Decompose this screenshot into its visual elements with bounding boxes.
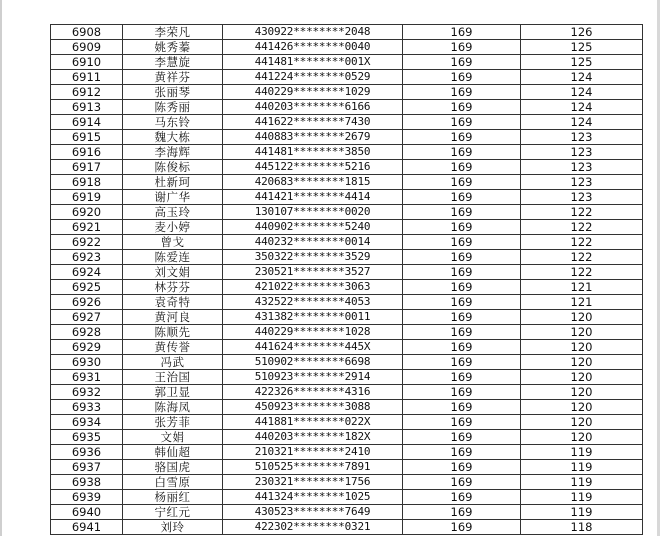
table-row [51, 265, 643, 280]
score-cell: 120 [521, 400, 643, 415]
id-number-cell: 230521********3527 [223, 265, 403, 280]
table-row [51, 460, 643, 475]
seq-number-cell: 6926 [51, 295, 123, 310]
score-cell: 123 [521, 145, 643, 160]
name-cell: 陈秀丽 [123, 100, 223, 115]
seq-number-cell: 6924 [51, 265, 123, 280]
id-number-cell: 441481********3850 [223, 145, 403, 160]
id-number-cell: 431382********0011 [223, 310, 403, 325]
seq-number-cell: 6929 [51, 340, 123, 355]
id-number-cell: 422302********0321 [223, 520, 403, 535]
score-cell: 122 [521, 235, 643, 250]
seq-number-cell: 6914 [51, 115, 123, 130]
score-cell: 119 [521, 445, 643, 460]
score-cell: 120 [521, 415, 643, 430]
total-score-cell: 169 [403, 370, 521, 385]
total-score-cell: 169 [403, 430, 521, 445]
name-cell: 张芳菲 [123, 415, 223, 430]
score-cell: 123 [521, 130, 643, 145]
table-row [51, 490, 643, 505]
seq-number-cell: 6917 [51, 160, 123, 175]
table-row [51, 520, 643, 535]
id-number-cell: 440232********0014 [223, 235, 403, 250]
seq-number-cell: 6912 [51, 85, 123, 100]
total-score-cell: 169 [403, 295, 521, 310]
seq-number-cell: 6923 [51, 250, 123, 265]
total-score-cell: 169 [403, 160, 521, 175]
total-score-cell: 169 [403, 70, 521, 85]
name-cell: 张丽琴 [123, 85, 223, 100]
name-cell: 骆国虎 [123, 460, 223, 475]
name-cell: 陈俊标 [123, 160, 223, 175]
table-row [51, 445, 643, 460]
table-row [51, 325, 643, 340]
score-cell: 124 [521, 70, 643, 85]
score-cell: 123 [521, 190, 643, 205]
seq-number-cell: 6913 [51, 100, 123, 115]
name-cell: 李海辉 [123, 145, 223, 160]
name-cell: 李荣凡 [123, 25, 223, 40]
total-score-cell: 169 [403, 55, 521, 70]
id-number-cell: 510525********7891 [223, 460, 403, 475]
total-score-cell: 169 [403, 190, 521, 205]
score-cell: 119 [521, 475, 643, 490]
seq-number-cell: 6936 [51, 445, 123, 460]
total-score-cell: 169 [403, 310, 521, 325]
total-score-cell: 169 [403, 490, 521, 505]
id-number-cell: 432522********4053 [223, 295, 403, 310]
seq-number-cell: 6941 [51, 520, 123, 535]
seq-number-cell: 6919 [51, 190, 123, 205]
id-number-cell: 445122********5216 [223, 160, 403, 175]
score-cell: 125 [521, 55, 643, 70]
table-row [51, 235, 643, 250]
total-score-cell: 169 [403, 460, 521, 475]
id-number-cell: 430922********2048 [223, 25, 403, 40]
id-number-cell: 441624********445X [223, 340, 403, 355]
id-number-cell: 440883********2679 [223, 130, 403, 145]
total-score-cell: 169 [403, 175, 521, 190]
score-cell: 124 [521, 100, 643, 115]
name-cell: 杜新珂 [123, 175, 223, 190]
seq-number-cell: 6910 [51, 55, 123, 70]
seq-number-cell: 6911 [51, 70, 123, 85]
name-cell: 黄河良 [123, 310, 223, 325]
total-score-cell: 169 [403, 505, 521, 520]
id-number-cell: 130107********0020 [223, 205, 403, 220]
table-row [51, 70, 643, 85]
table-row [51, 115, 643, 130]
table-row [51, 250, 643, 265]
table-row [51, 205, 643, 220]
id-number-cell: 440902********5240 [223, 220, 403, 235]
table-row [51, 385, 643, 400]
seq-number-cell: 6920 [51, 205, 123, 220]
total-score-cell: 169 [403, 220, 521, 235]
name-cell: 冯武 [123, 355, 223, 370]
roster-table [50, 24, 643, 535]
score-cell: 119 [521, 490, 643, 505]
name-cell: 林芬芬 [123, 280, 223, 295]
total-score-cell: 169 [403, 340, 521, 355]
seq-number-cell: 6922 [51, 235, 123, 250]
name-cell: 陈海凤 [123, 400, 223, 415]
id-number-cell: 440203********182X [223, 430, 403, 445]
name-cell: 黄祥芬 [123, 70, 223, 85]
table-row [51, 340, 643, 355]
id-number-cell: 441481********001X [223, 55, 403, 70]
seq-number-cell: 6915 [51, 130, 123, 145]
seq-number-cell: 6909 [51, 40, 123, 55]
name-cell: 黄传誉 [123, 340, 223, 355]
total-score-cell: 169 [403, 325, 521, 340]
id-number-cell: 440229********1028 [223, 325, 403, 340]
total-score-cell: 169 [403, 40, 521, 55]
name-cell: 陈爱连 [123, 250, 223, 265]
table-row [51, 145, 643, 160]
score-cell: 121 [521, 295, 643, 310]
id-number-cell: 510902********6698 [223, 355, 403, 370]
table-row [51, 40, 643, 55]
name-cell: 姚秀蓁 [123, 40, 223, 55]
total-score-cell: 169 [403, 475, 521, 490]
seq-number-cell: 6935 [51, 430, 123, 445]
score-cell: 120 [521, 340, 643, 355]
name-cell: 马东铃 [123, 115, 223, 130]
score-cell: 120 [521, 385, 643, 400]
total-score-cell: 169 [403, 100, 521, 115]
table-row [51, 355, 643, 370]
id-number-cell: 421022********3063 [223, 280, 403, 295]
total-score-cell: 169 [403, 130, 521, 145]
id-number-cell: 441622********7430 [223, 115, 403, 130]
seq-number-cell: 6932 [51, 385, 123, 400]
total-score-cell: 169 [403, 520, 521, 535]
score-cell: 125 [521, 40, 643, 55]
name-cell: 刘玲 [123, 520, 223, 535]
score-cell: 121 [521, 280, 643, 295]
table-row [51, 25, 643, 40]
score-cell: 119 [521, 460, 643, 475]
table-row [51, 55, 643, 70]
table-row [51, 400, 643, 415]
total-score-cell: 169 [403, 265, 521, 280]
id-number-cell: 440229********1029 [223, 85, 403, 100]
score-cell: 123 [521, 160, 643, 175]
id-number-cell: 441881********022X [223, 415, 403, 430]
name-cell: 谢广华 [123, 190, 223, 205]
score-cell: 124 [521, 85, 643, 100]
table-row [51, 280, 643, 295]
score-cell: 126 [521, 25, 643, 40]
table-row [51, 295, 643, 310]
name-cell: 刘文娟 [123, 265, 223, 280]
seq-number-cell: 6933 [51, 400, 123, 415]
score-cell: 120 [521, 370, 643, 385]
table-row [51, 160, 643, 175]
id-number-cell: 450923********3088 [223, 400, 403, 415]
score-cell: 122 [521, 265, 643, 280]
score-cell: 120 [521, 310, 643, 325]
table-row [51, 430, 643, 445]
name-cell: 文娟 [123, 430, 223, 445]
total-score-cell: 169 [403, 205, 521, 220]
score-cell: 123 [521, 175, 643, 190]
seq-number-cell: 6939 [51, 490, 123, 505]
seq-number-cell: 6940 [51, 505, 123, 520]
total-score-cell: 169 [403, 400, 521, 415]
seq-number-cell: 6921 [51, 220, 123, 235]
table-row [51, 370, 643, 385]
name-cell: 麦小婷 [123, 220, 223, 235]
name-cell: 高玉玲 [123, 205, 223, 220]
table-row [51, 85, 643, 100]
score-cell: 120 [521, 430, 643, 445]
id-number-cell: 441324********1025 [223, 490, 403, 505]
total-score-cell: 169 [403, 250, 521, 265]
id-number-cell: 422326********4316 [223, 385, 403, 400]
table-row [51, 100, 643, 115]
total-score-cell: 169 [403, 385, 521, 400]
name-cell: 白雪原 [123, 475, 223, 490]
name-cell: 杨丽红 [123, 490, 223, 505]
seq-number-cell: 6938 [51, 475, 123, 490]
score-cell: 124 [521, 115, 643, 130]
name-cell: 宁红元 [123, 505, 223, 520]
name-cell: 李慧旋 [123, 55, 223, 70]
id-number-cell: 441426********0040 [223, 40, 403, 55]
table-row [51, 130, 643, 145]
table-row [51, 175, 643, 190]
score-cell: 120 [521, 355, 643, 370]
page-left-edge [0, 0, 2, 536]
name-cell: 曾戈 [123, 235, 223, 250]
table-row [51, 310, 643, 325]
id-number-cell: 441421********4414 [223, 190, 403, 205]
seq-number-cell: 6928 [51, 325, 123, 340]
name-cell: 郭卫显 [123, 385, 223, 400]
table-row [51, 505, 643, 520]
seq-number-cell: 6937 [51, 460, 123, 475]
total-score-cell: 169 [403, 235, 521, 250]
id-number-cell: 350322********3529 [223, 250, 403, 265]
name-cell: 韩仙超 [123, 445, 223, 460]
name-cell: 魏大栋 [123, 130, 223, 145]
seq-number-cell: 6927 [51, 310, 123, 325]
name-cell: 王治国 [123, 370, 223, 385]
id-number-cell: 210321********2410 [223, 445, 403, 460]
score-cell: 122 [521, 250, 643, 265]
score-cell: 119 [521, 505, 643, 520]
table-row [51, 475, 643, 490]
total-score-cell: 169 [403, 115, 521, 130]
seq-number-cell: 6918 [51, 175, 123, 190]
name-cell: 陈顺先 [123, 325, 223, 340]
id-number-cell: 510923********2914 [223, 370, 403, 385]
seq-number-cell: 6934 [51, 415, 123, 430]
total-score-cell: 169 [403, 415, 521, 430]
seq-number-cell: 6908 [51, 25, 123, 40]
total-score-cell: 169 [403, 280, 521, 295]
id-number-cell: 420683********1815 [223, 175, 403, 190]
id-number-cell: 430523********7649 [223, 505, 403, 520]
total-score-cell: 169 [403, 85, 521, 100]
table-row [51, 220, 643, 235]
score-cell: 122 [521, 220, 643, 235]
total-score-cell: 169 [403, 145, 521, 160]
score-cell: 122 [521, 205, 643, 220]
name-cell: 袁奇特 [123, 295, 223, 310]
id-number-cell: 440203********6166 [223, 100, 403, 115]
roster-table-body [51, 25, 643, 535]
table-row [51, 190, 643, 205]
total-score-cell: 169 [403, 25, 521, 40]
id-number-cell: 230321********1756 [223, 475, 403, 490]
seq-number-cell: 6930 [51, 355, 123, 370]
score-cell: 118 [521, 520, 643, 535]
total-score-cell: 169 [403, 445, 521, 460]
seq-number-cell: 6916 [51, 145, 123, 160]
score-cell: 120 [521, 325, 643, 340]
seq-number-cell: 6925 [51, 280, 123, 295]
id-number-cell: 441224********0529 [223, 70, 403, 85]
total-score-cell: 169 [403, 355, 521, 370]
seq-number-cell: 6931 [51, 370, 123, 385]
table-row [51, 415, 643, 430]
